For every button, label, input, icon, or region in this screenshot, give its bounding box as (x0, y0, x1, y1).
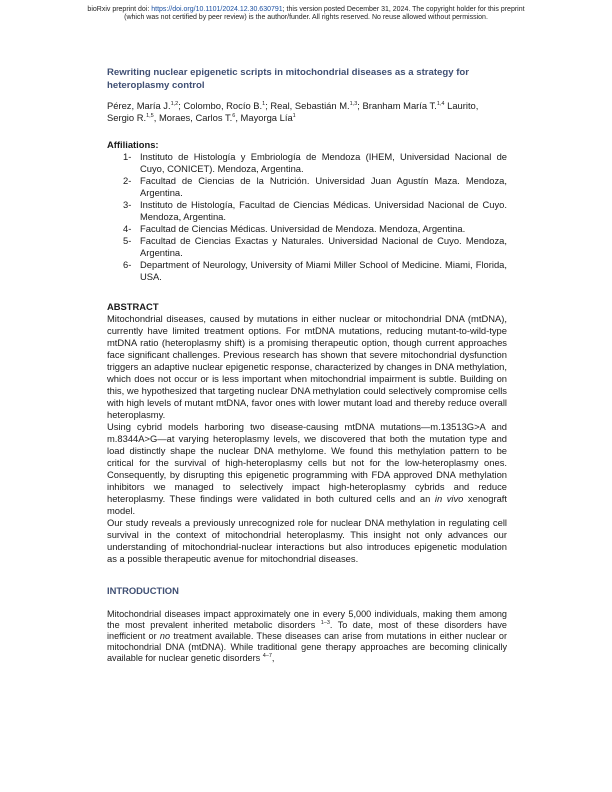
abstract-heading: ABSTRACT (107, 301, 159, 312)
intro-text-1: Mitochondrial diseases impact approximately one in every 5,000 individuals, making them among the most prevalent inherited metabolic disorders (107, 609, 507, 630)
author-name: Branham María T. (362, 100, 437, 111)
affiliations-heading: Affiliations: (107, 139, 159, 150)
citation-ref: 4–7 (262, 653, 272, 659)
abstract-p2-text: Using cybrid models harboring two disease-causing mtDNA mutations—m.13513G>A and m.8344A>G—at varying heteroplasmy levels, we discovered that both the mutation type and load distinctly shape the nuclear DNA methylome. We found this methylation pattern to be critical for the survival of high-heteroplasmy cells but not for the low-heteroplasmy ones. Consequently, by disrupting this epigenetic programming with FDA approved DNA methylation inhibitors we managed to selectively impact high-heteroplasmy cybrids and reduce heteroplasmy. These findings were validated in both cultured cells and an (107, 421, 507, 504)
author-separator: , (153, 112, 159, 123)
intro-text-2: . To date, most of these disorders have inefficient or (107, 620, 507, 641)
author-affiliation-mark: 1,5 (146, 113, 154, 119)
preprint-notice-line1 (0, 6, 612, 14)
author-separator: , (235, 112, 241, 123)
author-name: Laurito, Sergio R. (107, 100, 479, 123)
affiliation-item (107, 199, 507, 223)
abstract-paragraph-2 (107, 421, 507, 517)
author-name: Colombo, Rocío B. (183, 100, 263, 111)
preprint-notice-line2: (which was not certified by peer review) is the author/funder. All rights reserved. No reuse allowed without permission. (124, 14, 488, 21)
affiliation-item (107, 235, 507, 259)
affiliation-list (107, 151, 507, 283)
author-name: Pérez, María J. (107, 100, 171, 111)
intro-text-4: , (271, 653, 275, 663)
affiliation-item (107, 151, 507, 175)
affiliation-number: 4- (123, 223, 132, 234)
author-separator: ; (265, 100, 271, 111)
affiliation-text: Facultad de Ciencias Médicas. Universidad de Mendoza. Mendoza, Argentina. (140, 223, 466, 234)
preprint-notice (0, 6, 612, 22)
author-name: Moraes, Carlos T. (158, 112, 233, 123)
preprint-suffix: ; this version posted December 31, 2024. The copyright holder for this preprint (282, 6, 525, 13)
affiliation-number: 1- (123, 151, 132, 162)
affiliation-text: Department of Neurology, University of Miami Miller School of Medicine. Miami, Florida, USA. (140, 259, 507, 282)
affiliation-item (107, 223, 507, 235)
affiliation-text: Instituto de Histología, Facultad de Ciencias Médicas. Universidad Nacional de Cuyo. Mendoza, Argentina. (140, 199, 507, 222)
author-affiliation-mark: 1,2 (170, 101, 179, 107)
citation-ref: 1–3 (320, 620, 330, 626)
affiliation-item (107, 259, 507, 283)
author-list (107, 100, 507, 124)
affiliation-text: Facultad de Ciencias Exactas y Naturales. Universidad Nacional de Cuyo. Mendoza, Argentina. (140, 235, 507, 258)
affiliation-text: Instituto de Histología y Embriología de Mendoza (IHEM, Universidad Nacional de Cuyo, CONICET). Mendoza, Argentina. (140, 151, 507, 174)
abstract-p2-italic: in vivo (434, 493, 464, 504)
abstract-paragraph-3: Our study reveals a previously unrecognized role for nuclear DNA methylation in regulating cell survival in the context of mitochondrial heteroplasmy. This insight not only advances our understanding of mitochondrial-nuclear interactions but also introduces epigenetic modulation as a possible therapeutic avenue for mitochondrial diseases. (107, 517, 507, 564)
abstract-p2-end: xenograft model. (107, 493, 507, 516)
preprint-prefix: bioRxiv preprint doi: (87, 6, 152, 13)
intro-italic-no: no (159, 631, 171, 641)
author-name: Real, Sebastián M. (270, 100, 350, 111)
author-affiliation-mark: 1 (292, 113, 296, 119)
author-separator: ; (178, 100, 184, 111)
paper-first-page (107, 66, 507, 664)
introduction-heading: INTRODUCTION (107, 585, 179, 596)
abstract-paragraph-1: Mitochondrial diseases, caused by mutations in either nuclear or mitochondrial DNA (mtDNA), currently have limited treatment options. For mtDNA mutations, reducing mutant-to-wild-type mtDNA ratio (heteroplasmy shift) is a promising therapeutic option, though current approaches face significant challenges. Previous research has shown that severe mitochondrial dysfunction triggers an adaptive nuclear epigenetic response, characterized by changes in DNA methylation, which does not occur or is less important when mitochondrial impairment is subtle. Building on this, we hypothesized that targeting nuclear DNA methylation could selectively compromise cells with high levels of mutant mtDNA, favor ones with lower mutant load and thereby reduce overall heteroplasmy. (107, 313, 507, 420)
affiliation-text: Facultad de Ciencias de la Nutrición. Universidad Juan Agustín Maza. Mendoza, Argentina. (140, 175, 507, 198)
doi-link[interactable]: https://doi.org/10.1101/2024.12.30.630791 (151, 6, 283, 13)
paper-title: Rewriting nuclear epigenetic scripts in mitochondrial diseases as a strategy for heteroplasmy control (107, 67, 470, 91)
author-affiliation-mark: 1,3 (349, 101, 358, 107)
intro-text-3: treatment available. These diseases can arise from mutations in either nuclear or mitochondrial DNA (mtDNA). While traditional gene therapy approaches are becoming clinically available for nuclear genetic disorders (107, 631, 507, 663)
author-affiliation-mark: 6 (232, 113, 236, 119)
affiliation-number: 2- (123, 175, 132, 186)
author-separator: ; (357, 100, 363, 111)
author-affiliation-mark: 1,4 (436, 101, 445, 107)
affiliation-item (107, 175, 507, 199)
affiliation-number: 5- (123, 235, 132, 246)
introduction-paragraph (107, 609, 507, 664)
author-affiliation-mark: 1 (262, 101, 266, 107)
author-name: Mayorga Lía (240, 112, 293, 123)
affiliation-number: 3- (123, 199, 132, 210)
affiliation-number: 6- (123, 259, 132, 270)
